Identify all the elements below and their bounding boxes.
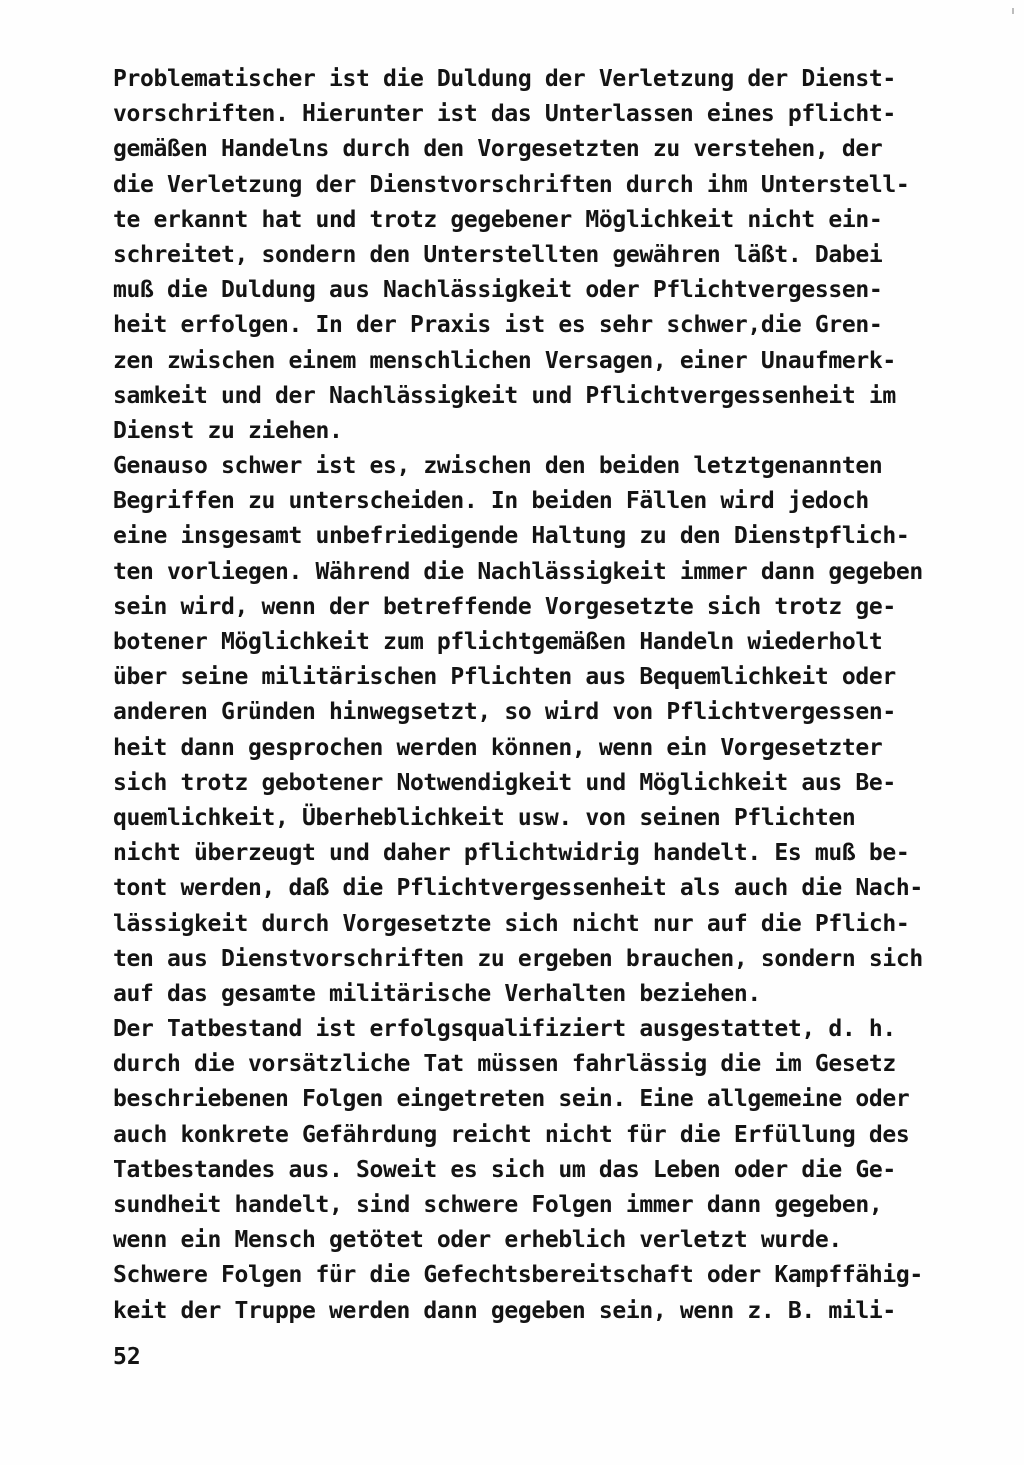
text-line: schreitet, sondern den Unterstellten gewähren läßt. Dabei <box>113 241 883 268</box>
text-line: Tatbestandes aus. Soweit es sich um das Leben oder die Ge- <box>113 1156 896 1183</box>
text-line: anderen Gründen hinwegsetzt, so wird von Pflichtvergessen- <box>113 699 896 726</box>
text-line: Genauso schwer ist es, zwischen den beiden letztgenannten <box>113 453 883 480</box>
text-line: Dienst zu ziehen. <box>113 417 343 444</box>
text-line: vorschriften. Hierunter ist das Unterlassen eines pflicht- <box>113 101 896 128</box>
text-line: tont werden, daß die Pflichtvergessenheit als auch die Nach- <box>113 875 923 902</box>
text-line: Schwere Folgen für die Gefechtsbereitschaft oder Kampffähig- <box>113 1262 923 1289</box>
text-line: ten vorliegen. Während die Nachlässigkeit immer dann gegeben <box>113 558 923 585</box>
text-line: auch konkrete Gefährdung reicht nicht für die Erfüllung des <box>113 1121 910 1148</box>
text-line: Der Tatbestand ist erfolgsqualifiziert ausgestattet, d. h. <box>113 1016 896 1043</box>
text-line: beschriebenen Folgen eingetreten sein. Eine allgemeine oder <box>113 1086 910 1113</box>
text-line: keit der Truppe werden dann gegeben sein, wenn z. B. mili- <box>113 1297 896 1324</box>
text-line: auf das gesamte militärische Verhalten beziehen. <box>113 980 761 1007</box>
text-line: sundheit handelt, sind schwere Folgen immer dann gegeben, <box>113 1192 883 1218</box>
scan-mark <box>1012 8 1014 14</box>
text-line: Begriffen zu unterscheiden. In beiden Fällen wird jedoch <box>113 488 869 515</box>
text-line: ten aus Dienstvorschriften zu ergeben brauchen, sondern sich <box>113 945 923 972</box>
text-line: samkeit und der Nachlässigkeit und Pflichtvergessenheit im <box>113 382 896 409</box>
text-line: gemäßen Handelns durch den Vorgesetzten zu verstehen, der <box>113 136 883 163</box>
text-line: wenn ein Mensch getötet oder erheblich verletzt wurde. <box>113 1227 842 1254</box>
text-line: te erkannt hat und trotz gegebener Möglichkeit nicht ein- <box>113 206 883 233</box>
text-line: heit dann gesprochen werden können, wenn ein Vorgesetzter <box>113 734 883 761</box>
text-line: heit erfolgen. In der Praxis ist es sehr schwer,die Gren- <box>113 312 883 339</box>
text-line: lässigkeit durch Vorgesetzte sich nicht nur auf die Pflich- <box>113 910 910 937</box>
text-line: botener Möglichkeit zum pflichtgemäßen Handeln wiederholt <box>113 629 883 655</box>
text-line: muß die Duldung aus Nachlässigkeit oder Pflichtvergessen- <box>113 277 883 304</box>
body-text <box>113 62 973 1329</box>
text-line: nicht überzeugt und daher pflichtwidrig handelt. Es muß be- <box>113 840 910 867</box>
text-line: zen zwischen einem menschlichen Versagen, einer Unaufmerk- <box>113 347 896 374</box>
text-line: die Verletzung der Dienstvorschriften durch ihm Unterstell- <box>113 171 910 198</box>
text-line: Problematischer ist die Duldung der Verletzung der Dienst- <box>113 66 896 92</box>
text-line: über seine militärischen Pflichten aus Bequemlichkeit oder <box>113 664 896 691</box>
text-line: eine insgesamt unbefriedigende Haltung zu den Dienstpflich- <box>113 523 910 550</box>
text-line: quemlichkeit, Überheblichkeit usw. von seinen Pflichten <box>113 804 856 831</box>
text-line: sein wird, wenn der betreffende Vorgesetzte sich trotz ge- <box>113 593 896 620</box>
text-line: sich trotz gebotener Notwendigkeit und Möglichkeit aus Be- <box>113 769 896 796</box>
text-line: durch die vorsätzliche Tat müssen fahrlässig die im Gesetz <box>113 1051 896 1078</box>
page-number: 52 <box>113 1344 141 1370</box>
